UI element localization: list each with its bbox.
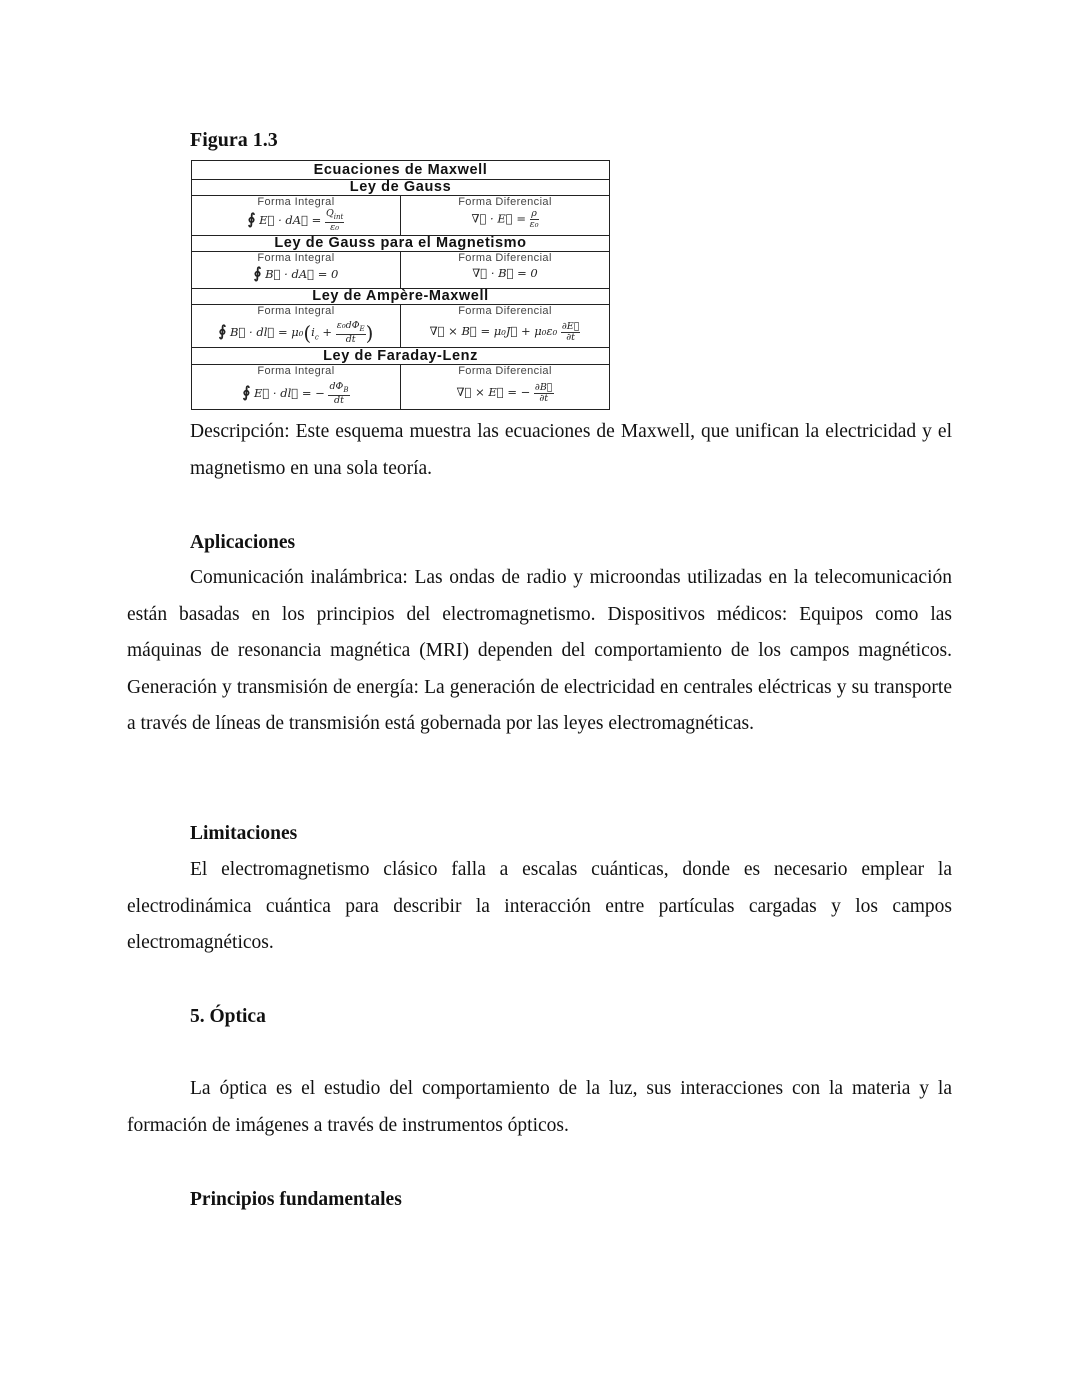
integral-form-cell [192, 252, 401, 288]
section-body-optica: La óptica es el estudio del comportamiento de la luz, sus interacciones con la materia y la formación de imágenes a través de instrumentos ópticos. [127, 1078, 952, 1136]
figure-description: Descripción: Este esquema muestra las ecuaciones de Maxwell, que unifican la electricidad y el magnetismo en una sola teoría. [190, 421, 952, 479]
differential-form-label: Forma Diferencial [458, 365, 552, 377]
law-header-ampere-maxwell: Ley de Ampère-Maxwell [192, 289, 609, 305]
law-row-ampere-maxwell [192, 305, 609, 348]
integral-form-label: Forma Integral [257, 365, 335, 377]
integral-form-cell [192, 196, 401, 235]
differential-form-label: Forma Diferencial [458, 196, 552, 208]
gauss-differential-equation: ∇⃗ · E⃗ = $\frac{\rho}{\text{ε₀}}$ [471, 208, 539, 230]
section-heading-optica: 5. Óptica [190, 1006, 266, 1027]
gauss-magnetism-differential-equation: ∇⃗ · B⃗ = 0 [472, 266, 538, 280]
law-header-gauss-magnetism: Ley de Gauss para el Magnetismo [192, 236, 609, 252]
law-header-gauss: Ley de Gauss [192, 180, 609, 196]
differential-form-cell [401, 305, 609, 347]
differential-form-label: Forma Diferencial [458, 252, 552, 264]
ampere-maxwell-differential-equation: ∇⃗ × B⃗ = μ₀J⃗ + μ₀ε₀ $\frac{\partial E⃗}{\partial t}$ [429, 320, 580, 343]
integral-form-cell [192, 305, 401, 347]
section-heading-limitaciones: Limitaciones [190, 823, 298, 844]
faraday-lenz-differential-equation: ∇⃗ × E⃗ = − $\frac{\partial B⃗}{\partial t}$ [456, 381, 553, 404]
integral-form-cell [192, 365, 401, 409]
integral-form-label: Forma Integral [257, 252, 335, 264]
law-header-faraday-lenz: Ley de Faraday-Lenz [192, 348, 609, 365]
gauss-integral-equation: ∮ E⃗ · dA⃗ = $\frac{Q_{int}}{\text{ε₀}}$ [247, 208, 344, 233]
law-row-gauss-magnetism [192, 252, 609, 289]
ampere-maxwell-integral-equation: ∮ B⃗ · dl⃗ = $\mu_0(i_c$ + $\frac{\varepsilon_0d\Phi_E}{dt}$ ) [218, 320, 374, 345]
section-heading-principios: Principios fundamentales [190, 1189, 402, 1210]
differential-form-cell [401, 365, 609, 409]
integral-form-label: Forma Integral [257, 196, 335, 208]
integral-form-label: Forma Integral [257, 305, 335, 317]
differential-form-label: Forma Diferencial [458, 305, 552, 317]
maxwell-equations-table [191, 160, 610, 410]
law-row-faraday-lenz [192, 365, 609, 409]
section-body-limitaciones: El electromagnetismo clásico falla a escalas cuánticas, donde es necesario emplear la electrodinámica cuántica para describir la interacción entre partículas cargadas y los campos electromagnéticos. [127, 859, 952, 953]
gauss-magnetism-integral-equation: ∮ B⃗ · dA⃗ = 0 [253, 264, 339, 282]
section-heading-aplicaciones: Aplicaciones [190, 532, 296, 553]
law-row-gauss [192, 196, 609, 236]
differential-form-cell [401, 252, 609, 288]
differential-form-cell [401, 196, 609, 235]
faraday-lenz-integral-equation: ∮ E⃗ · dl⃗ = − $\frac{d\Phi_B}{dt}$ [242, 381, 349, 406]
table-title: Ecuaciones de Maxwell [192, 161, 609, 180]
section-body-aplicaciones: Comunicación inalámbrica: Las ondas de radio y microondas utilizadas en la telecomunicación están basadas en los principios del electromagnetismo. Dispositivos médicos: Equipos como las máquinas de resonancia magnética (MRI) dependen del comportamiento de los campos magnéticos. Generación y transmisión de energía: La generación de electricidad en centrales eléctricas y su transporte a través de líneas de transmisión está gobernada por las leyes electromagnéticas. [127, 567, 952, 734]
figure-label: Figura 1.3 [190, 129, 278, 151]
